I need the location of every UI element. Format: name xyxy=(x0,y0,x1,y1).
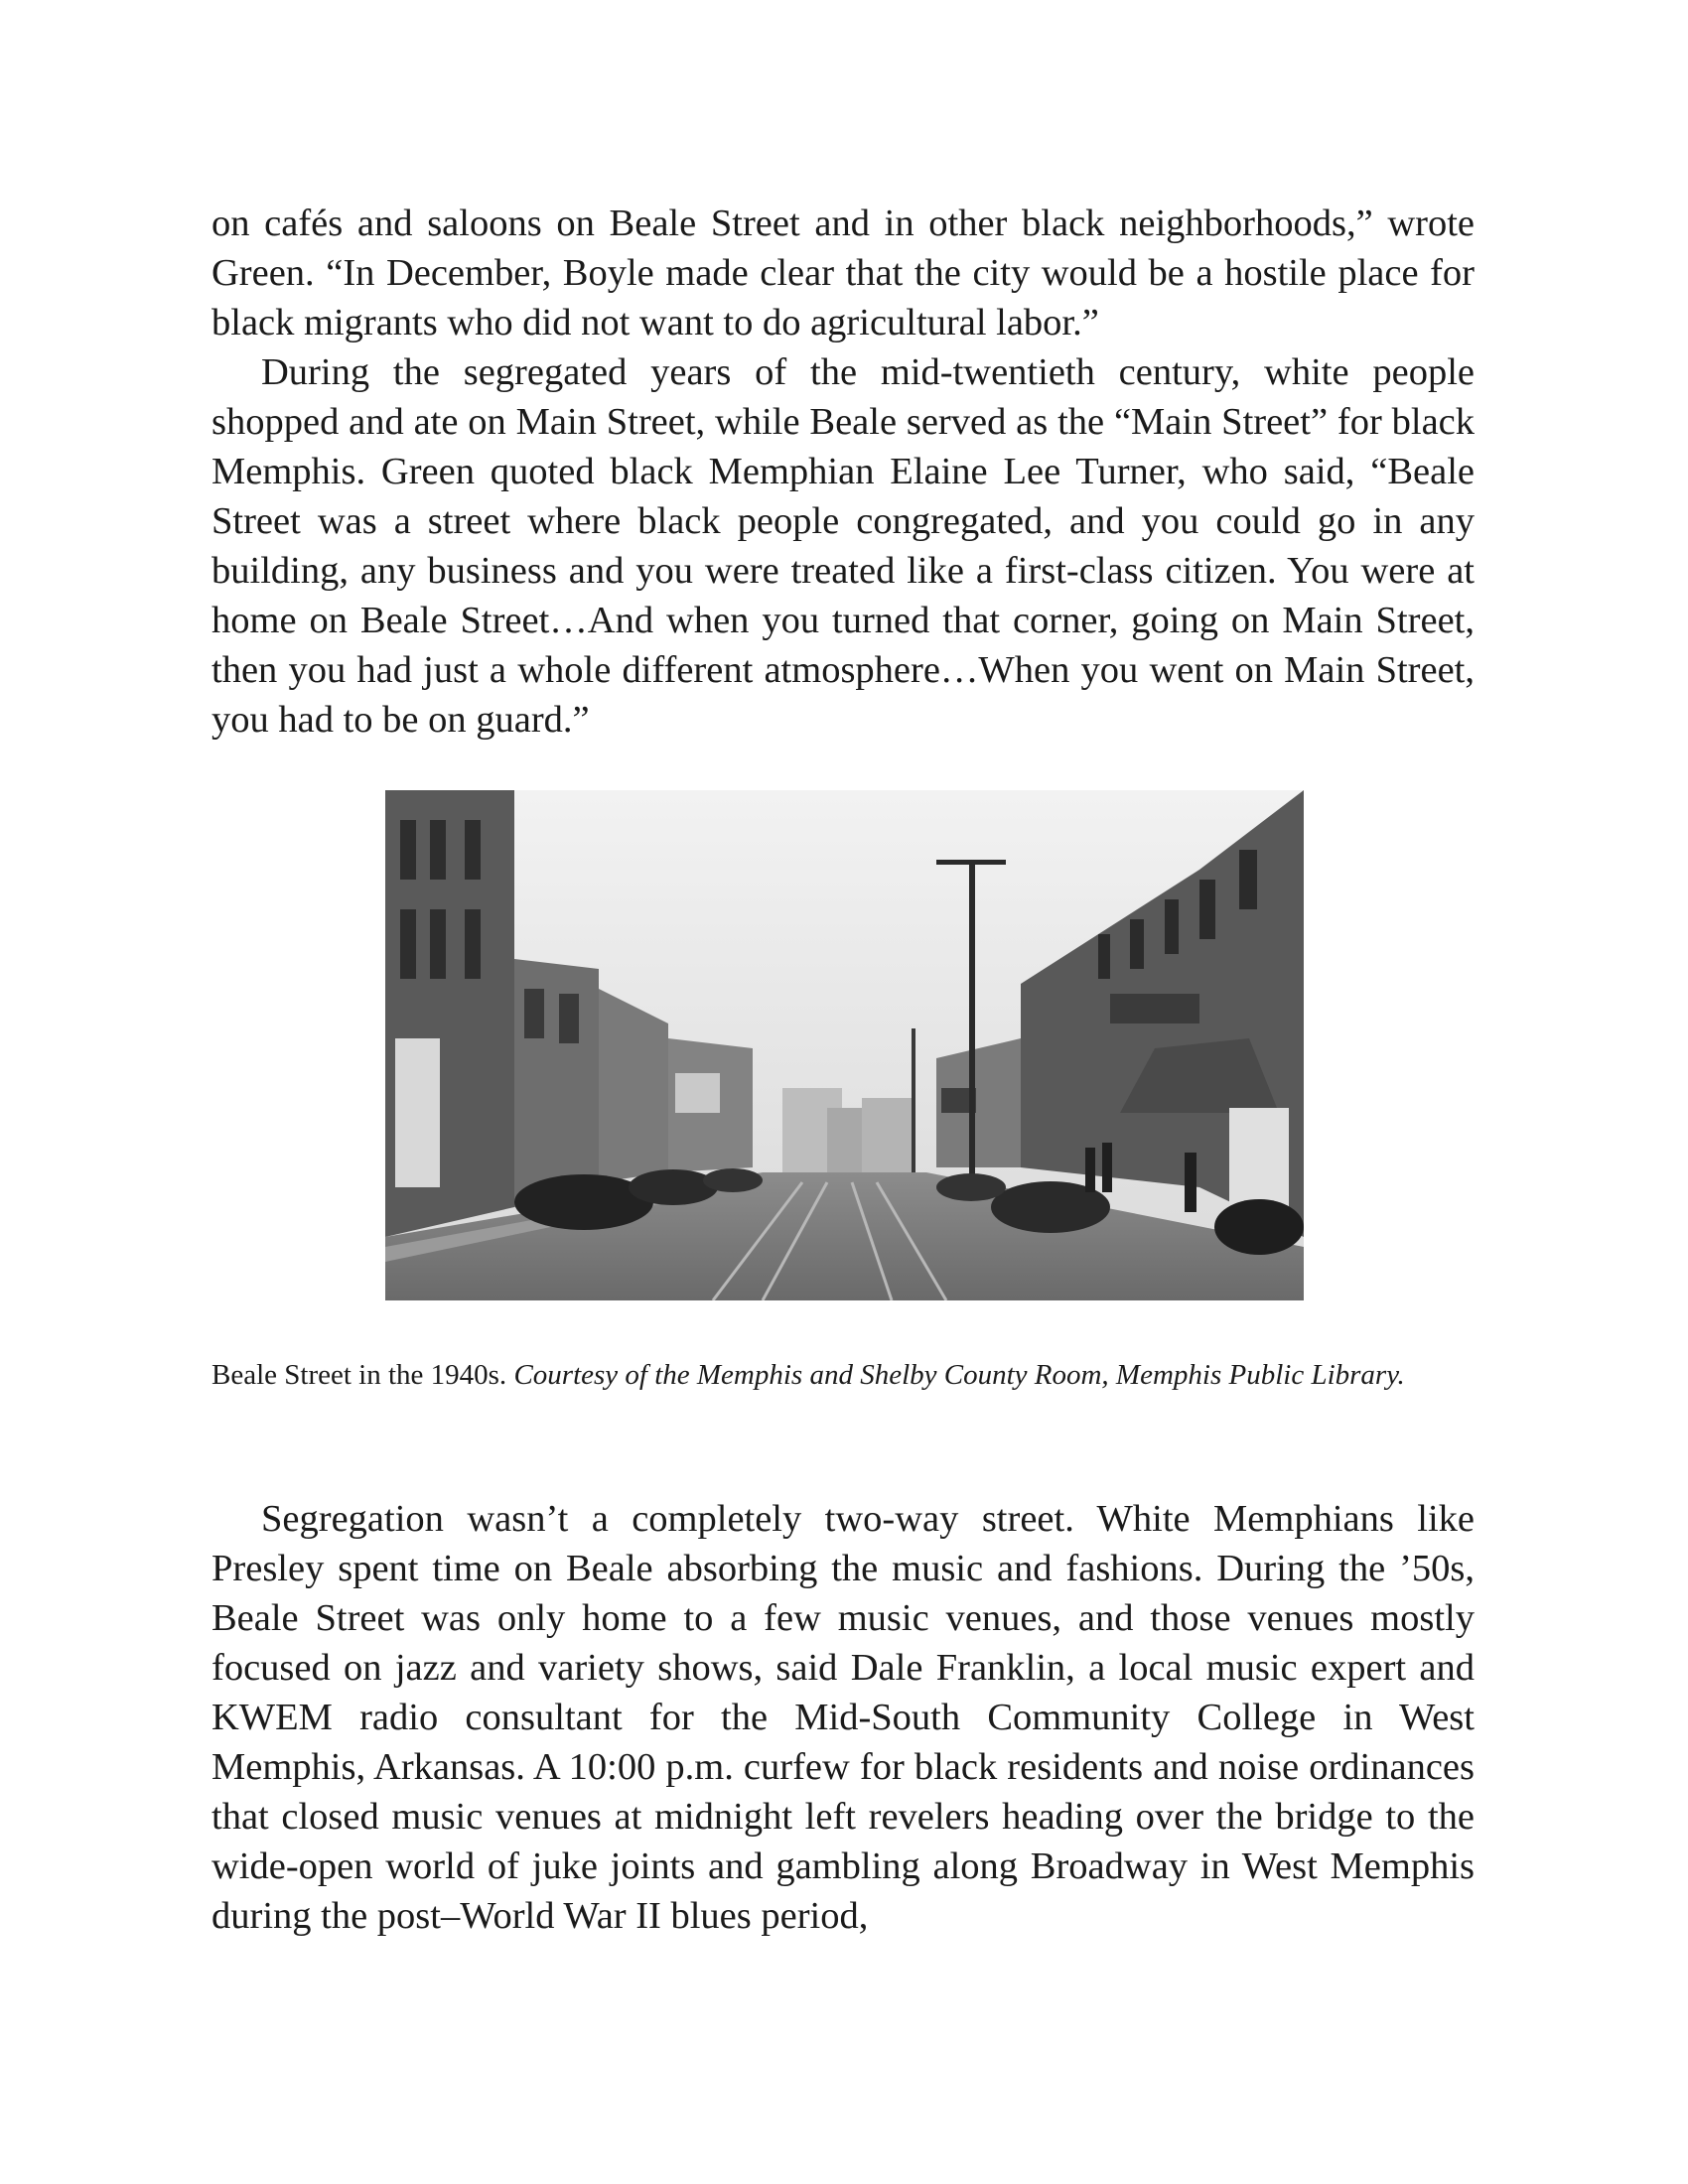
body-paragraph-1: on cafés and saloons on Beale Street and in other black neighborhoods,” wrote Green. “In December, Boyle made clear that the city would be a hostile place for black migrants who did not want to do agricultural labor.” xyxy=(211,203,1475,343)
caption-credit: Courtesy of the Memphis and Shelby County Room, Memphis Public Library. xyxy=(513,1359,1405,1391)
beale-street-photo xyxy=(385,790,1304,1300)
body-paragraph-3: Segregation wasn’t a completely two-way street. White Memphians like Presley spent time on Beale absorbing the music and fashions. During the ’50s, Beale Street was only home to a few music venues, and those venues mostly focused on jazz and variety shows, said Dale Franklin, a local music expert and KWEM radio consultant for the Mid-South Community College in West Memphis, Arkansas. A 10:00 p.m. curfew for black residents and noise ordinances that closed music venues at midnight left revelers heading over the bridge to the wide-open world of juke joints and gambling along Broadway in West Memphis during the post–World War II blues period, xyxy=(211,1498,1475,1937)
body-paragraph-2: During the segregated years of the mid-twentieth century, white people shopped and ate on Main Street, while Beale served as the “Main Street” for black Memphis. Green quoted black Memphian Elaine Lee Turner, who said, “Beale Street was a street where black people congregated, and you could go in any building, any business and you were treated like a first-class citizen. You were at home on Beale Street…And when you turned that corner, going on Main Street, then you had just a whole different atmosphere…When you went on Main Street, you had to be on guard.” xyxy=(211,351,1475,741)
caption-text: Beale Street in the 1940s. xyxy=(211,1359,514,1391)
figure-caption xyxy=(211,1356,1453,1394)
